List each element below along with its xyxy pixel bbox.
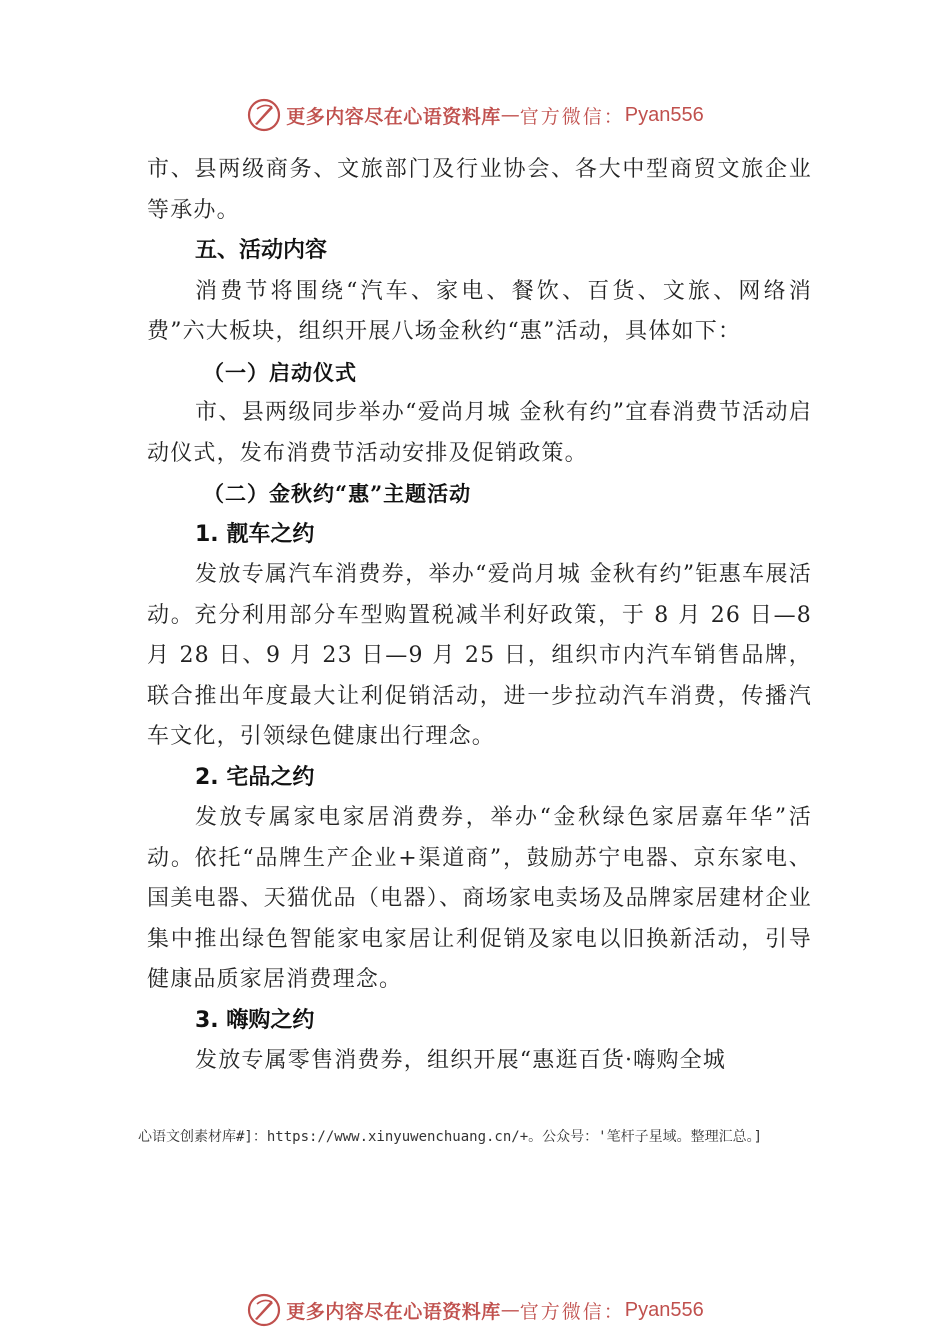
banner-main-text: 更多内容尽在心语资料库: [286, 105, 501, 128]
paragraph-car: 发放专属汽车消费券，举办“爱尚月城 金秋有约”钜惠车展活动。充分利用部分车型购置税减半利好政策，于 8 月 26 日—8 月 28 日、9 月 23 日—9 月 25 日，组织市内汽车销售品牌，联合推出年度最大让利促销活动，进一步拉动汽车消费，传播汽车文化，引领绿色健康出行理念。: [147, 562, 812, 749]
heading-section-5: 五、活动内容: [195, 238, 328, 263]
heading-car: 1. 靓车之约: [195, 521, 315, 547]
banner-wechat-label: 官方微信：: [519, 1300, 625, 1323]
quill-logo-icon: [246, 1292, 282, 1328]
heading-home: 2. 宅品之约: [195, 764, 315, 790]
heading-theme-activities: （二）金秋约“惠”主题活动: [203, 481, 472, 506]
banner-wechat-id: Pyan556: [624, 1298, 704, 1321]
source-footnote: 心语文创素材库#]：https://www.xinyuwenchuang.cn/+。公众号：'笔杆子星域。整理汇总。]: [138, 1129, 763, 1145]
banner-separator: —: [500, 104, 520, 126]
heading-shopping: 3. 嗨购之约: [195, 1007, 315, 1033]
quill-logo-icon: [246, 97, 282, 133]
paragraph-organizers: 市、县两级商务、文旅部门及行业协会、各大中型商贸文旅企业等承办。: [147, 157, 812, 223]
banner-wechat-label: 官方微信：: [519, 105, 625, 128]
header-banner: [0, 95, 950, 135]
paragraph-home: 发放专属家电家居消费券，举办“金秋绿色家居嘉年华”活动。依托“品牌生产企业+渠道商”，鼓励苏宁电器、京东家电、国美电器、天猫优品（电器）、商场家电卖场及品牌家居建材企业集中推出绿色智能家电家居让利促销及家电以旧换新活动，引导健康品质家居消费理念。: [147, 805, 812, 992]
banner-separator: —: [500, 1299, 520, 1321]
paragraph-shopping: 发放专属零售消费券，组织开展“惠逛百货·嗨购全城: [195, 1048, 727, 1073]
footer-banner: [0, 1290, 950, 1330]
heading-launch-ceremony: （一）启动仪式: [203, 359, 357, 385]
banner-wechat-id: Pyan556: [624, 103, 704, 126]
document-body: [147, 150, 812, 1082]
paragraph-intro: 消费节将围绕“汽车、家电、餐饮、百货、文旅、网络消费”六大板块，组织开展八场金秋约“惠”活动，具体如下：: [147, 278, 812, 344]
banner-main-text: 更多内容尽在心语资料库: [286, 1300, 501, 1323]
paragraph-launch: 市、县两级同步举办“爱尚月城 金秋有约”宜春消费节活动启动仪式，发布消费节活动安排及促销政策。: [147, 400, 812, 466]
